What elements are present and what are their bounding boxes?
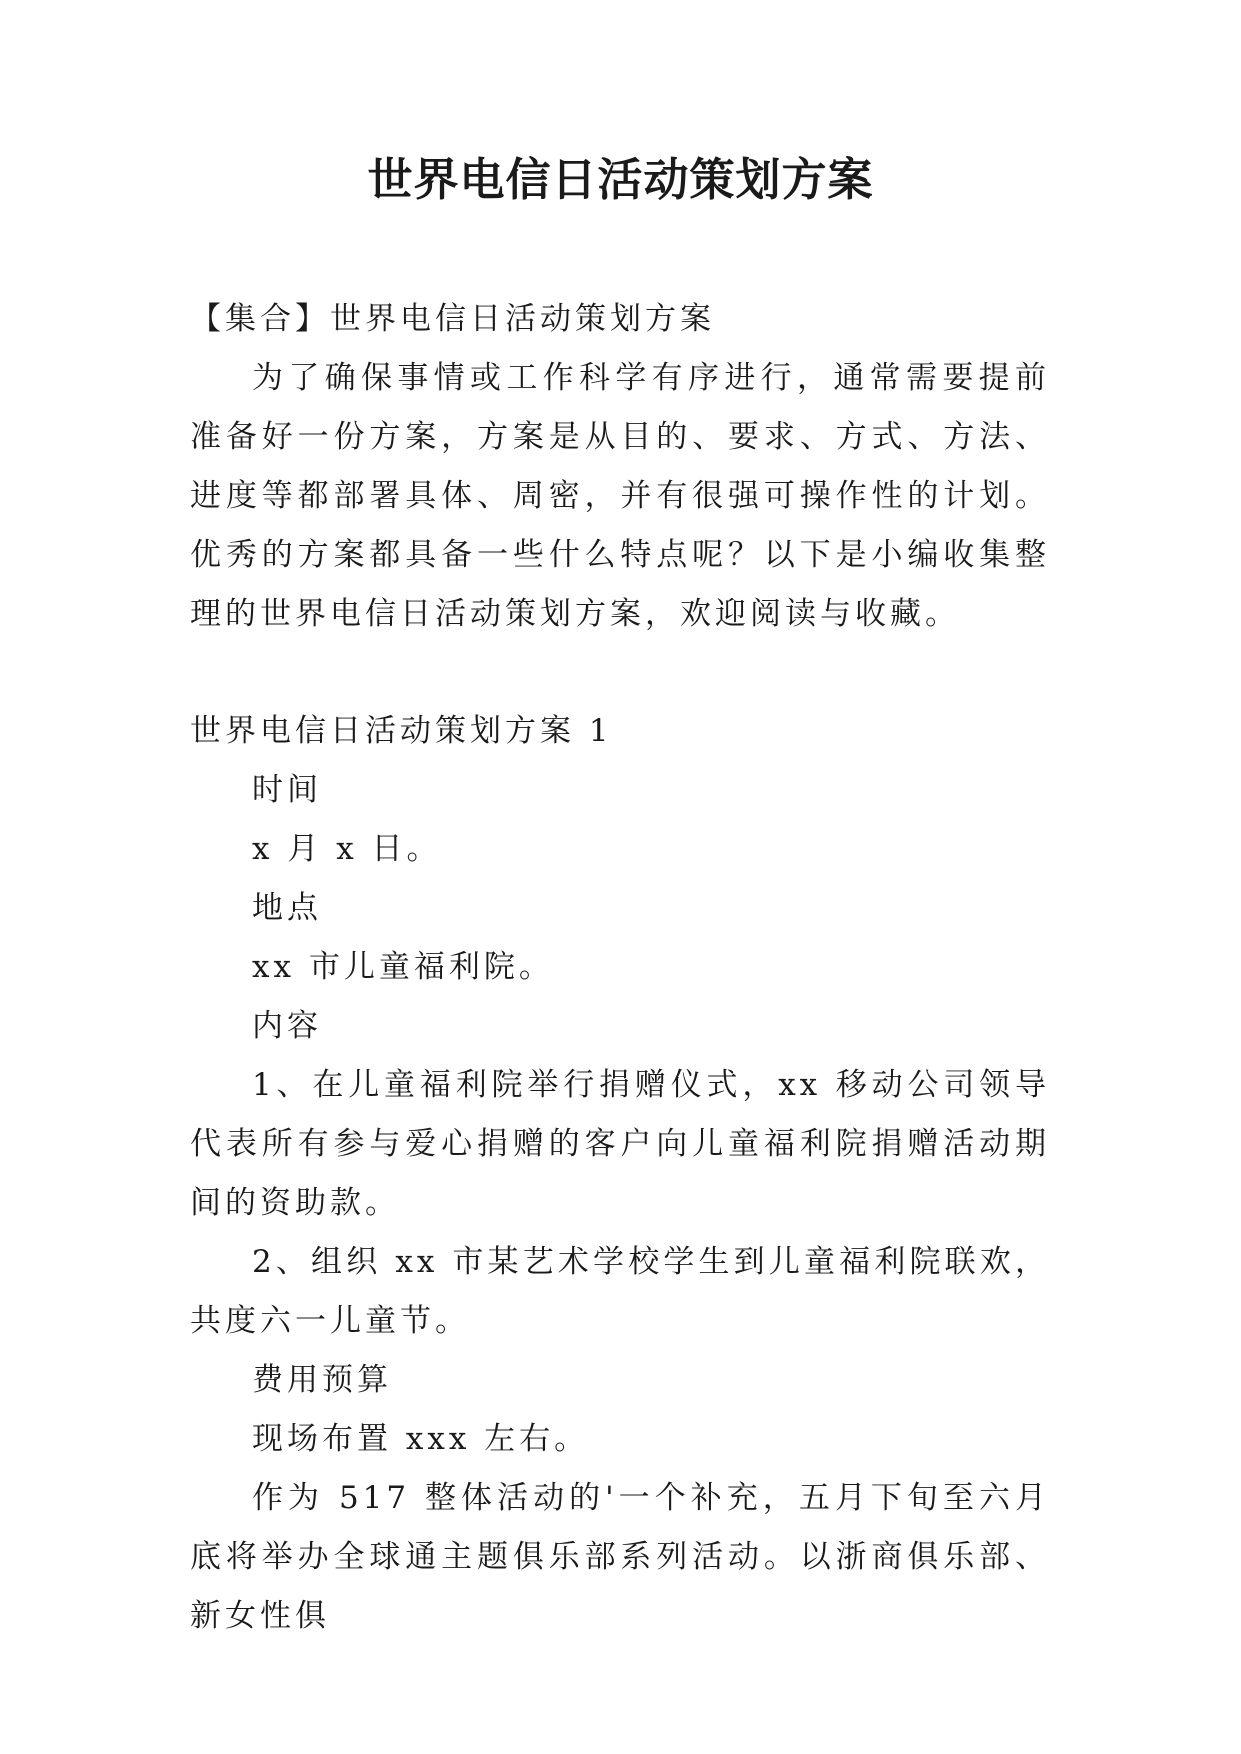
budget-label: 费用预算 [252,1362,392,1398]
content-item-1: 1、在儿童福利院举行捐赠仪式，xx 移动公司领导代表所有参与爱心捐赠的客户向儿童福利院捐赠活动期间的资助款。 [190,1067,1050,1221]
content-label: 内容 [252,1008,322,1044]
intro-paragraph: 为了确保事情或工作科学有序进行，通常需要提前准备好一份方案，方案是从目的、要求、方式、方法、进度等都部署具体、周密，并有很强可操作性的计划。优秀的方案都具备一些什么特点呢？以下是小编收集整理的世界电信日活动策划方案，欢迎阅读与收藏。 [190,360,1050,632]
place-label: 地点 [252,890,322,926]
content-item-2: 2、组织 xx 市某艺术学校学生到儿童福利院联欢，共度六一儿童节。 [190,1244,1050,1339]
time-label: 时间 [252,772,322,808]
document-body [190,290,1050,1646]
closing-paragraph: 作为 517 整体活动的'一个补充，五月下旬至六月底将举办全球通主题俱乐部系列活动。以浙商俱乐部、新女性俱 [190,1480,1050,1634]
place-value: xx 市儿童福利院。 [252,949,554,985]
time-value: x 月 x 日。 [252,831,442,867]
document-title: 世界电信日活动策划方案 [367,153,874,206]
collection-line: 【集合】世界电信日活动策划方案 [190,301,715,337]
section-spacer [190,644,1050,702]
section-heading: 世界电信日活动策划方案 1 [190,713,613,749]
budget-value: 现场布置 xxx 左右。 [252,1421,590,1457]
